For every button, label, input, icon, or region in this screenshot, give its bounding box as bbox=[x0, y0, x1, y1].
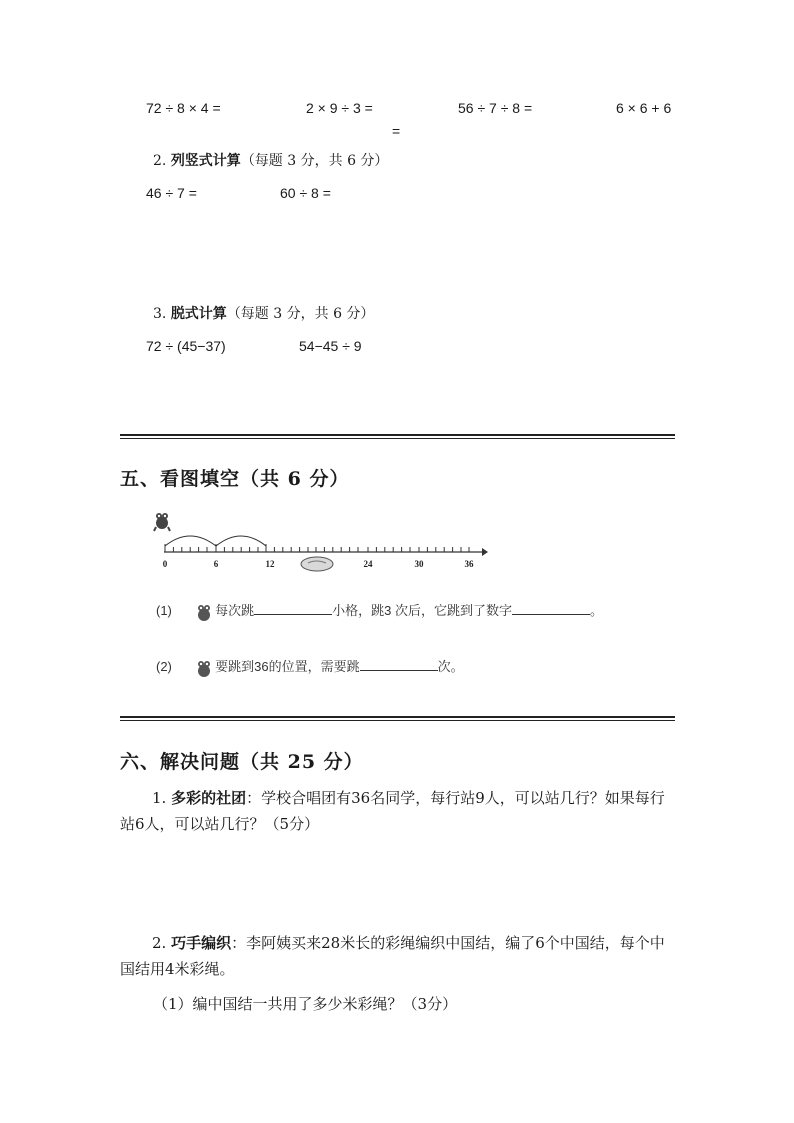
problem-1-text: ：学校合唱团有36名同学，每行站9人，可以站几行？如果每行站6人，可以站几行？（5分） bbox=[120, 789, 665, 833]
answer-blank-jump-count[interactable] bbox=[360, 658, 438, 671]
number-line-figure bbox=[150, 508, 495, 576]
number-line-ticks bbox=[165, 544, 469, 552]
question-2-title: 列竖式计算 bbox=[170, 153, 241, 169]
problem-1-number: 1. bbox=[152, 789, 172, 807]
frog-icon bbox=[154, 513, 170, 531]
question-3-number: 3. bbox=[153, 306, 171, 322]
number-line-arrow bbox=[482, 548, 488, 556]
problem-1-title: 多彩的社团 bbox=[171, 789, 247, 807]
fill-question-1-text-b: 小格，跳3 次后，它跳到了数字 bbox=[332, 603, 512, 618]
jump-arc-2 bbox=[216, 536, 266, 546]
frog-icon bbox=[195, 658, 213, 678]
tick-label-6: 6 bbox=[213, 559, 219, 569]
fill-question-1-text-c: 。 bbox=[590, 603, 604, 618]
calc-item-1: 72 ÷ 8 × 4 = bbox=[146, 100, 221, 116]
vertical-item-2: 60 ÷ 8 = bbox=[280, 185, 331, 201]
vertical-item-1: 46 ÷ 7 = bbox=[146, 185, 197, 201]
problem-2-text: ：李阿姨买来28米长的彩绳编织中国结，编了6个中国结，每个中国结用4米彩绳。 bbox=[120, 934, 665, 978]
problem-2 bbox=[120, 930, 676, 982]
problem-1 bbox=[120, 785, 676, 837]
question-3-title: 脱式计算 bbox=[170, 306, 227, 322]
tick-label-12: 12 bbox=[265, 559, 275, 569]
step-item-1: 72 ÷ (45−37) bbox=[146, 338, 226, 354]
fill-question-2-number: (2) bbox=[156, 659, 172, 674]
section-divider-thick bbox=[120, 434, 675, 436]
tick-label-24: 24 bbox=[363, 559, 373, 569]
problem-2-subquestion-1: （1）编中国结一共用了多少米彩绳？（3分） bbox=[153, 995, 458, 1013]
question-3-heading bbox=[153, 303, 374, 323]
tick-label-36: 36 bbox=[464, 559, 474, 569]
question-3-note: （每题 3 分，共 6 分） bbox=[226, 306, 375, 322]
answer-blank-jump-size[interactable] bbox=[254, 602, 332, 615]
jump-arc-1 bbox=[165, 536, 216, 546]
tick-label-30: 30 bbox=[414, 559, 424, 569]
section-divider-thin bbox=[120, 720, 675, 721]
calc-item-3: 56 ÷ 7 ÷ 8 = bbox=[458, 100, 533, 116]
fill-question-2-text-a: 要跳到36的位置，需要跳 bbox=[215, 659, 360, 674]
question-2-note: （每题 3 分，共 6 分） bbox=[240, 153, 389, 169]
step-item-2: 54−45 ÷ 9 bbox=[299, 338, 362, 354]
section-divider-thick bbox=[120, 716, 675, 718]
section-6-title: 六、解决问题（共 25 分） bbox=[120, 751, 364, 773]
section-5-title: 五、看图填空（共 6 分） bbox=[120, 468, 350, 490]
calc-item-2: 2 × 9 ÷ 3 = bbox=[306, 100, 373, 116]
fill-question-2-text-b: 次。 bbox=[437, 659, 464, 674]
section-divider-thin bbox=[120, 438, 675, 439]
problem-2-number: 2. bbox=[152, 934, 172, 952]
tick-label-0: 0 bbox=[162, 559, 168, 569]
answer-blank-landing-number[interactable] bbox=[512, 602, 590, 615]
question-2-number: 2. bbox=[153, 153, 171, 169]
fill-question-2 bbox=[156, 656, 464, 678]
fill-question-1-number: (1) bbox=[156, 603, 172, 618]
problem-2-title: 巧手编织 bbox=[171, 934, 232, 952]
question-2-heading bbox=[153, 150, 388, 170]
frog-icon bbox=[195, 602, 213, 622]
fill-question-1 bbox=[156, 600, 603, 622]
stone-icon bbox=[301, 557, 333, 571]
calc-item-4-equals: = bbox=[392, 123, 401, 139]
calc-item-4: 6 × 6 + 6 bbox=[616, 100, 672, 116]
fill-question-1-text-a: 每次跳 bbox=[215, 603, 255, 618]
